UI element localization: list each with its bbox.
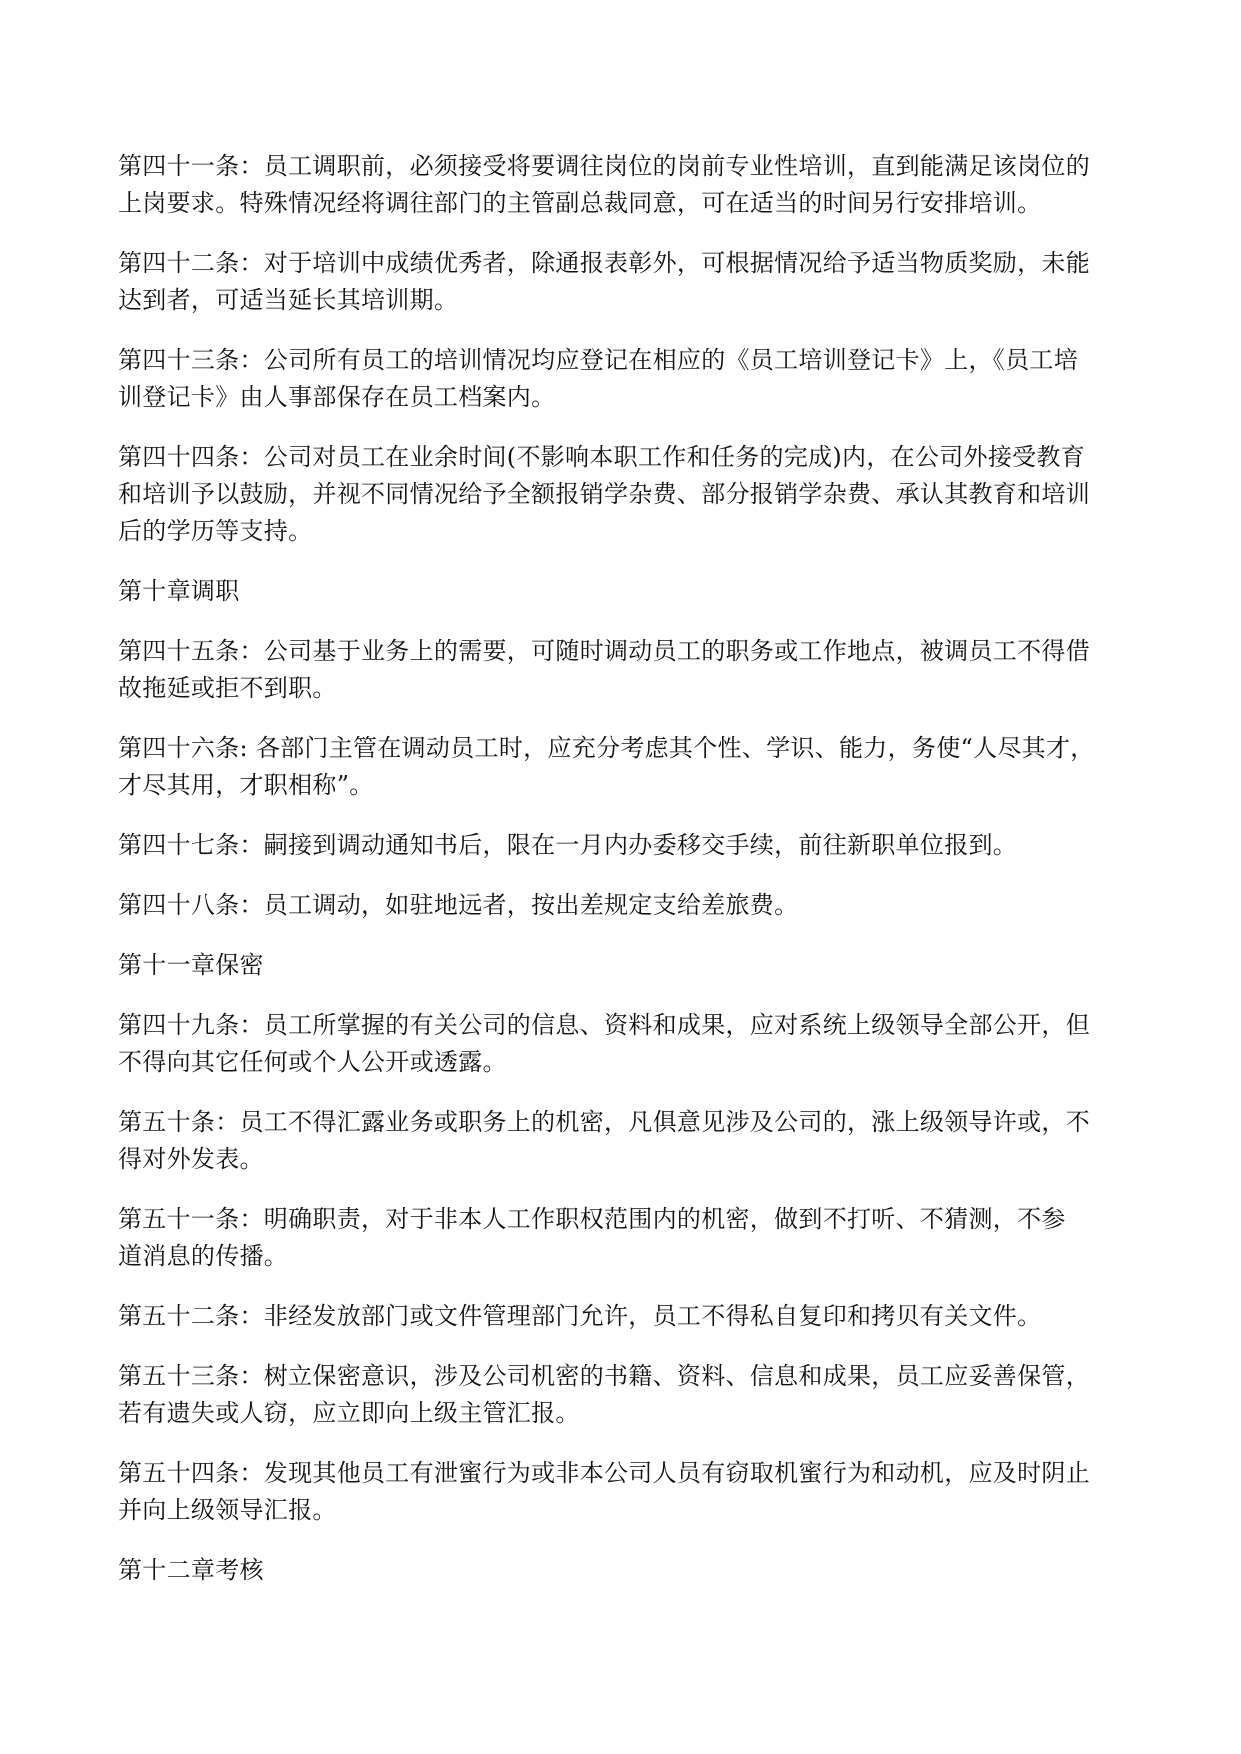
article-43 bbox=[118, 342, 1130, 416]
article-52-line-1: 第五十二条：非经发放部门或文件管理部门允许，员工不得私自复印和拷贝有关文件。 bbox=[118, 1302, 1042, 1330]
article-43-line-2: 训登记卡》由人事部保存在员工档案内。 bbox=[118, 383, 556, 411]
article-54 bbox=[118, 1455, 1130, 1529]
article-51-line-2: 道消息的传播。 bbox=[118, 1242, 289, 1270]
article-42-line-2: 达到者，可适当延长其培训期。 bbox=[118, 286, 459, 314]
article-50 bbox=[118, 1104, 1130, 1178]
article-44-line-1: 第四十四条：公司对员工在业余时间(不影响本职工作和任务的完成)内，在公司外接受教育 bbox=[118, 443, 1086, 471]
article-46-line-2: 才尽其用，才职相称”。 bbox=[118, 771, 374, 799]
chapter-11-heading bbox=[118, 947, 1130, 984]
article-45 bbox=[118, 633, 1130, 707]
article-51-line-1: 第五十一条：明确职责，对于非本人工作职权范围内的机密，做到不打听、不猜测，不参 bbox=[118, 1205, 1066, 1233]
article-41-line-2: 上岗要求。特殊情况经将调往部门的主管副总裁同意，可在适当的时间另行安排培训。 bbox=[118, 189, 1042, 217]
article-52 bbox=[118, 1298, 1130, 1335]
article-53-line-2: 若有遗失或人窃，应立即向上级主管汇报。 bbox=[118, 1399, 580, 1427]
article-47-line-1: 第四十七条：嗣接到调动通知书后，限在一月内办委移交手续，前往新职单位报到。 bbox=[118, 831, 1018, 859]
article-46-line-1: 第四十六条: 各部门主管在调动员工时，应充分考虑其个性、学识、能力，务使“人尽其才， bbox=[118, 734, 1095, 762]
article-44-line-2: 和培训予以鼓励，并视不同情况给予全额报销学杂费、部分报销学杂费、承认其教育和培训 bbox=[118, 480, 1090, 508]
document-body bbox=[118, 148, 1130, 1612]
article-49 bbox=[118, 1007, 1130, 1081]
article-45-line-1: 第四十五条：公司基于业务上的需要，可随时调动员工的职务或工作地点，被调员工不得借 bbox=[118, 637, 1090, 665]
article-54-line-2: 并向上级领导汇报。 bbox=[118, 1496, 337, 1524]
article-42 bbox=[118, 245, 1130, 319]
article-49-line-1: 第四十九条：员工所掌握的有关公司的信息、资料和成果，应对系统上级领导全部公开，但 bbox=[118, 1011, 1090, 1039]
article-49-line-2: 不得向其它任何或个人公开或透露。 bbox=[118, 1048, 507, 1076]
article-41-line-1: 第四十一条：员工调职前，必须接受将要调往岗位的岗前专业性培训，直到能满足该岗位的 bbox=[118, 152, 1090, 180]
article-46 bbox=[118, 730, 1130, 804]
article-48 bbox=[118, 887, 1130, 924]
chapter-10-heading bbox=[118, 573, 1130, 610]
article-42-line-1: 第四十二条：对于培训中成绩优秀者，除通报表彰外，可根据情况给予适当物质奖励，未能 bbox=[118, 249, 1090, 277]
article-51 bbox=[118, 1201, 1130, 1275]
article-48-line-1: 第四十八条：员工调动，如驻地远者，按出差规定支给差旅费。 bbox=[118, 891, 799, 919]
article-47 bbox=[118, 827, 1130, 864]
article-50-line-2: 得对外发表。 bbox=[118, 1145, 264, 1173]
article-45-line-2: 故拖延或拒不到职。 bbox=[118, 674, 337, 702]
article-53-line-1: 第五十三条：树立保密意识，涉及公司机密的书籍、资料、信息和成果，员工应妥善保管， bbox=[118, 1362, 1090, 1390]
chapter-10-title: 第十章调职 bbox=[118, 577, 240, 605]
article-41 bbox=[118, 148, 1130, 222]
article-44 bbox=[118, 439, 1130, 550]
article-53 bbox=[118, 1358, 1130, 1432]
chapter-11-title: 第十一章保密 bbox=[118, 951, 264, 979]
article-50-line-1: 第五十条：员工不得汇露业务或职务上的机密，凡俱意见涉及公司的，涨上级领导许或，不 bbox=[118, 1108, 1090, 1136]
article-43-line-1: 第四十三条：公司所有员工的培训情况均应登记在相应的《员工培训登记卡》上，《员工培 bbox=[118, 346, 1078, 374]
chapter-12-title: 第十二章考核 bbox=[118, 1556, 264, 1584]
chapter-12-heading bbox=[118, 1552, 1130, 1589]
article-54-line-1: 第五十四条：发现其他员工有泄蜜行为或非本公司人员有窃取机蜜行为和动机，应及时阴止 bbox=[118, 1459, 1090, 1487]
article-44-line-3: 后的学历等支持。 bbox=[118, 517, 313, 545]
